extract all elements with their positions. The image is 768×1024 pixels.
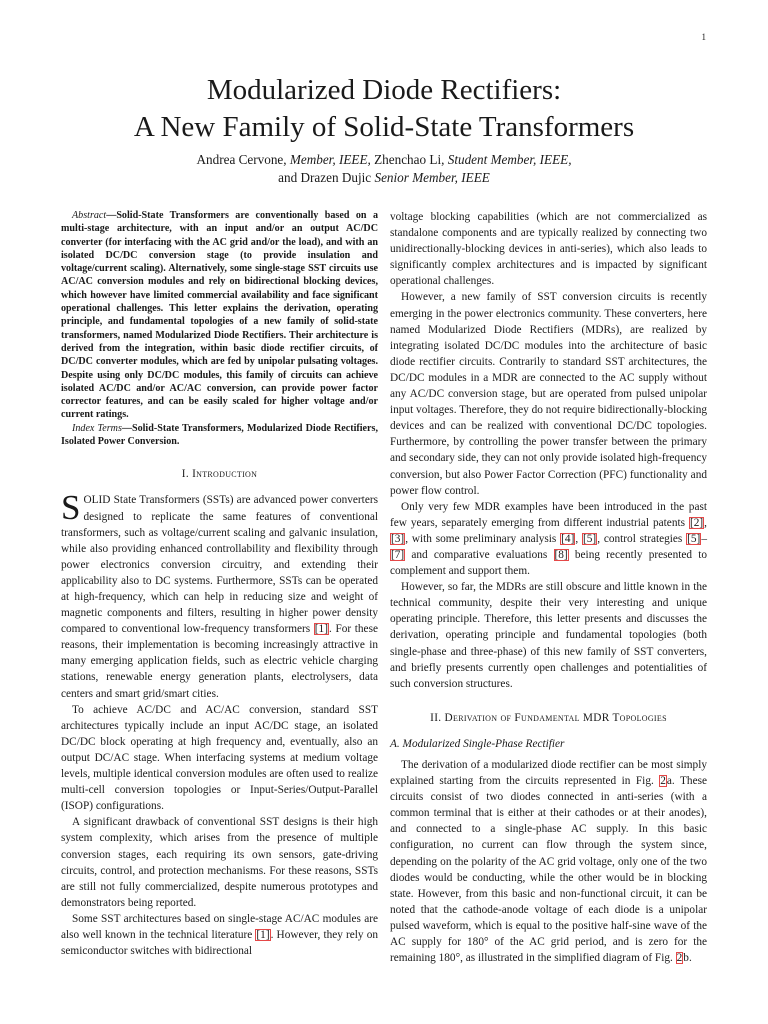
intro-paragraph-2: To achieve AC/DC and AC/AC conversion, standard SST architectures typically include an input AC/DC stage, an isolated DC/DC block operating at high frequency and, eventually, also an output DC/AC stage. When interfacing systems at medium voltage levels, multiple identical conversion modules are often used to realize multi-cell conversion topologies or Input-Series/Output-Parallel (ISOP) configurations. xyxy=(61,703,378,813)
citation-link[interactable]: [5] xyxy=(583,532,597,545)
right-p3-c: , with some preliminary analysis xyxy=(405,532,561,545)
section-heading-introduction: I. Introduction xyxy=(181,468,258,481)
intro-p4-end: . However, they rely on semiconductor switches with bidirectional xyxy=(61,928,378,958)
citation-link[interactable]: [8] xyxy=(554,548,568,561)
intro-p1-text: OLID State Transformers (SSTs) are advanced power converters designed to replicate the same features of conventional transformers, such as voltage/current scaling and galvanic insulation, while also providing enhanced controllability and flexibility through power electronics conversion circuitry, and extending their applicability also to DC systems. Furthermore, SSTs can be operated at high-frequency, which can help in reducing size and weight of magnetic components and filters, resulting in higher power density compared to conventional low-frequency transformers xyxy=(61,494,378,636)
author-2-name: Zhenchao Li, xyxy=(374,152,445,167)
title-line-1: Modularized Diode Rectifiers: xyxy=(206,74,562,106)
right-p3-h: being recently presented to complement and support them. xyxy=(390,548,707,578)
citation-link[interactable]: [1] xyxy=(314,623,328,636)
right-p3-e: , control strategies xyxy=(597,532,687,545)
citation-link[interactable]: [4] xyxy=(561,532,575,545)
right-paragraph-1: voltage blocking capabilities (which are not commercialized as standalone components and are typically realized by connecting two unidirectionally-blocking devices in anti-series), which also leads to significantly complex architectures and is impacted by significant operational challenges. xyxy=(390,211,707,288)
author-3-name: and Drazen Dujic xyxy=(278,170,372,185)
intro-paragraph-3: A significant drawback of conventional SST designs is their high system complexity, which arises from the presence of multiple conversion stages, each requiring its own sensors, gate-driving circuits, control, and protection mechanisms. For these reasons, SSTs are still not fully commercialized, despite numerous prototypes and demonstrators being reported. xyxy=(61,816,378,909)
author-line-1 xyxy=(0,151,768,169)
index-terms xyxy=(61,422,378,449)
sec2-p1-b: a. These circuits consist of two diodes connected in anti-series (with a common terminal that is either at their cathodes or at their anodes), and connected to a single-phase AC supply. In this basic configuration, no current can flow through the system since, depending on the polarity of the AC grid voltage, only one of the two diodes would be conducting, while the other would be in blocking state. However, from this basic and non-functional circuit, it can be noted that the cathode-anode voltage of each diode is a unipolar pulsed waveform, which is equal to the positive half-sine wave of the AC supply for 180° of the AC grid period, and is zero for the remaining 180°, as illustrated in the simplified diagram of Fig. xyxy=(390,775,707,965)
author-line-2 xyxy=(0,169,768,187)
section2-paragraph-1 xyxy=(390,757,707,966)
drop-cap: S xyxy=(61,488,81,528)
citation-link[interactable]: [7] xyxy=(391,548,405,561)
right-paragraph-3 xyxy=(390,499,707,579)
author-1-role: Member, IEEE, xyxy=(289,152,371,167)
intro-paragraph-1 xyxy=(61,488,378,701)
intro-paragraph-4 xyxy=(61,911,378,959)
right-paragraph-4: However, so far, the MDRs are still obscure and little known in the technical community, despite their very interesting and unique operating principle. Therefore, this letter presents and discusses the derivation, operating principle and fundamental topologies (both single-phase and three-phase) of this new family of SST converters, and briefly presents currently open challenges and potentialities of such conversion structures. xyxy=(390,581,707,690)
right-p3-d: , xyxy=(575,532,582,545)
right-p3-a: Only very few MDR examples have been introduced in the past few years, separately emerging from different industrial patents xyxy=(390,500,707,529)
left-column xyxy=(61,209,378,959)
abstract xyxy=(61,209,378,422)
right-paragraph-2: However, a new family of SST conversion circuits is recently emerging in the power electronics community. These converters, here named Modularized Diode Rectifiers (MDRs), are realized by integrating isolated DC/DC modules into the architecture of basic diode rectifier circuits. Contrarily to standard SST architectures, the DC/DC modules in a MDR are connected to the AC supply without any AC/DC conversion stage, but are operated from pulsed unipolar input voltages. Therefore, they do not require bidirectionally-blocking devices and can be realized with conventional DC/DC topologies. Furthermore, by controlling the power transfer between the primary and secondary side, they can not only provide isolated high-frequency conversion, but also Power Factor Correction (PFC) functionality and power flow control. xyxy=(390,291,707,497)
author-1-name: Andrea Cervone, xyxy=(196,152,287,167)
abstract-label: Abstract xyxy=(72,210,107,221)
figure-link[interactable]: 2 xyxy=(676,952,683,965)
page-number: 1 xyxy=(701,32,706,42)
intro-p4-text: Some SST architectures based on single-stage AC/AC modules are also well known in the technical literature xyxy=(61,912,378,941)
sec2-p1-c: b. xyxy=(683,952,692,965)
citation-link[interactable]: [5] xyxy=(687,532,701,545)
index-terms-label: Index Terms xyxy=(72,422,122,434)
figure-link[interactable]: 2 xyxy=(660,775,666,788)
sec2-p1-a: The derivation of a modularized diode rectifier can be most simply explained starting from the circuits represented in Fig. xyxy=(390,759,707,788)
subsection-heading: A. Modularized Single-Phase Rectifier xyxy=(390,737,565,750)
author-list xyxy=(0,151,768,187)
citation-link[interactable]: [1] xyxy=(256,928,270,941)
right-p3-f: – xyxy=(701,532,707,545)
paper-title xyxy=(0,72,768,146)
author-3-role: Senior Member, IEEE xyxy=(374,170,490,185)
right-column xyxy=(390,209,707,966)
right-p3-g: and comparative evaluations xyxy=(405,548,554,561)
section-heading-derivation: II. Derivation of Fundamental MDR Topologies xyxy=(430,711,667,724)
abstract-text: —Solid-State Transformers are conventionally based on a multi-stage architecture, with an input and/or an output AC/DC converter (for interfacing with the AC grid and/or the load), and with an isolated DC/DC conversion stage (to provide insulation and voltage/current scaling). Alternatively, some single-stage SST circuits use AC/AC conversion modules and rely on bidirectional blocking devices, which however have limited commercial availability and face significant operational challenges. This letter explains the derivation, operating principle, and fundamental topologies of a new family of solid-state transformers, named Modularized Diode Rectifiers. Their architecture is derived from the integration, within basic diode rectifier circuits, of DC/DC converter modules, which are fed by unipolar pulsating voltages. Despite using only DC/DC modules, this family of circuits can achieve isolated AC/DC and/or AC/AC conversion, can provide power factor corrector features, and can be easily scaled for higher voltage and/or current ratings. xyxy=(61,210,378,421)
author-2-role: Student Member, IEEE, xyxy=(447,152,572,167)
right-p3-b: , xyxy=(704,516,707,529)
title-line-2: A New Family of Solid-State Transformers xyxy=(133,111,635,143)
citation-link[interactable]: [2] xyxy=(689,516,704,529)
citation-link[interactable]: [3] xyxy=(391,532,405,545)
index-terms-text: —Solid-State Transformers, Modularized Diode Rectifiers, Isolated Power Conversion. xyxy=(61,422,378,448)
intro-p1-end: . For these reasons, their implementation is becoming increasingly attractive in many emerging application fields, such as electric vehicle charging stations, renewable energy generation plants, electrolysers, data centers and smart grid/smart cities. xyxy=(61,623,378,700)
